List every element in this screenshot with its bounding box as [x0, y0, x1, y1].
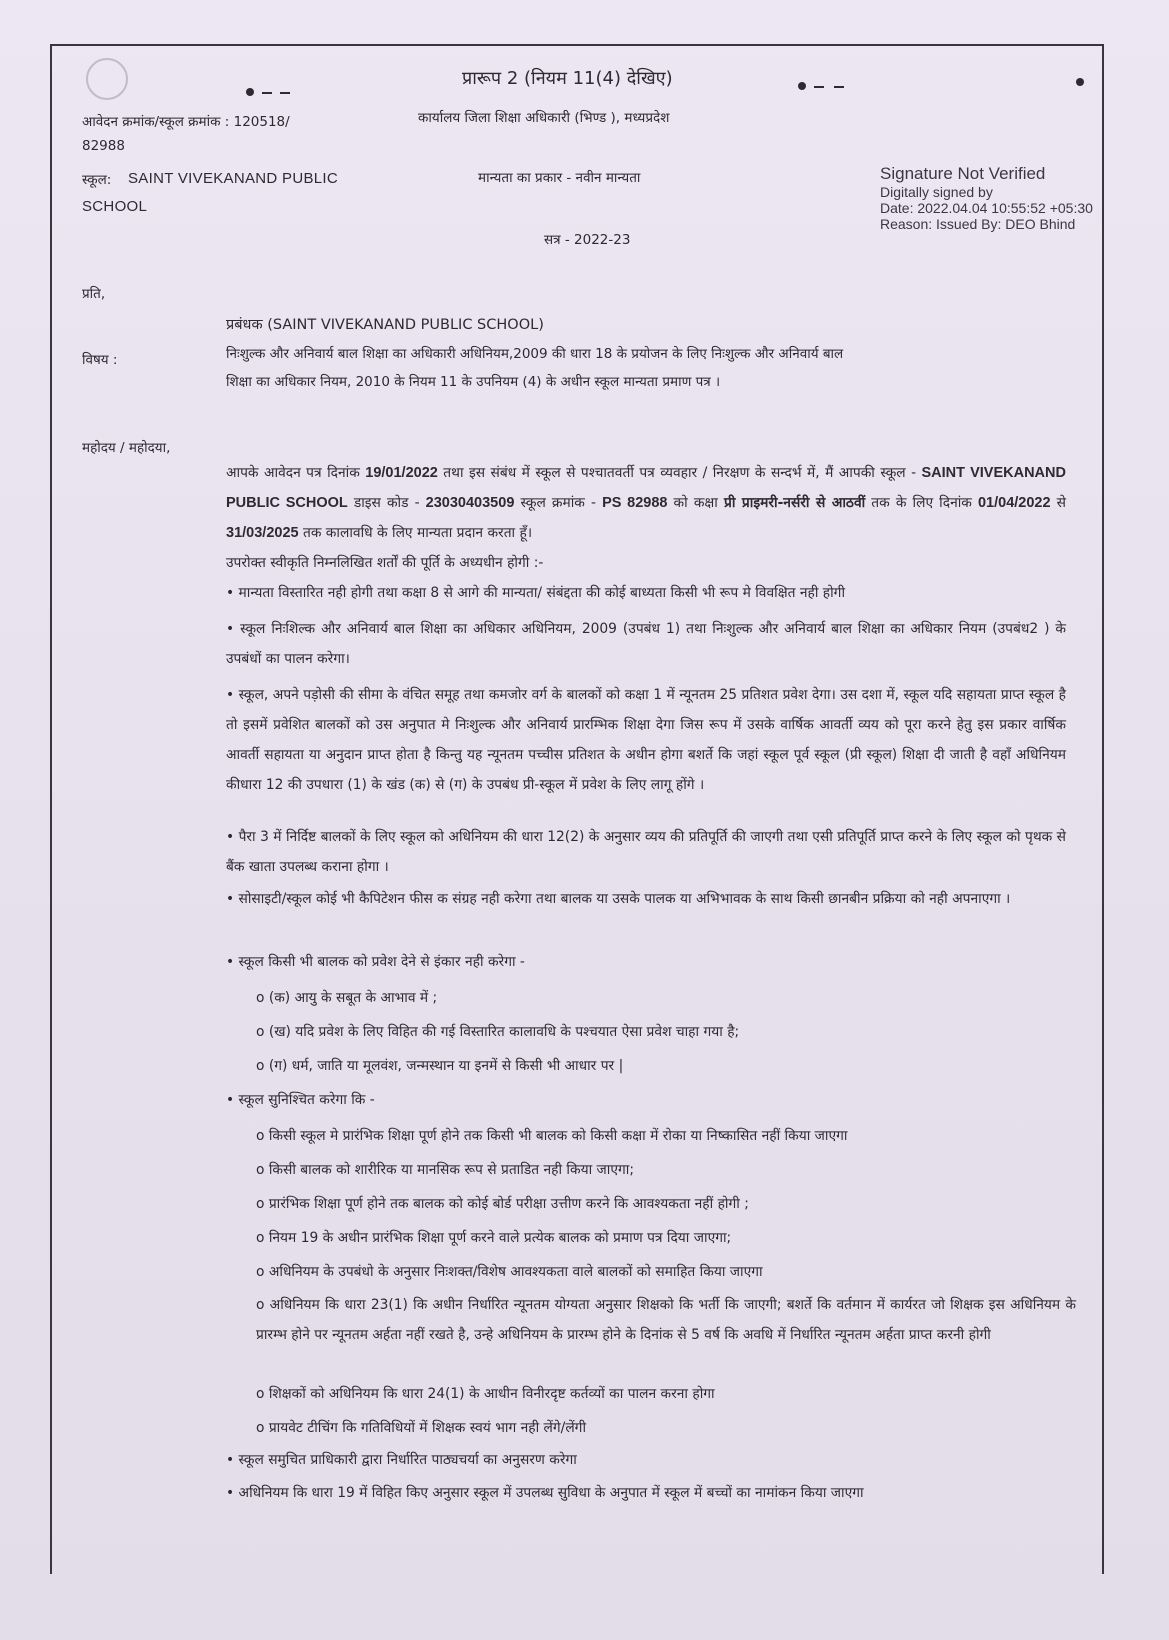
intro-text-h: तक कालावधि के लिए मान्यता प्रदान करता हूँ।: [298, 525, 533, 541]
admission-subitem: o (क) आयु के सबूत के आभाव में ;: [256, 990, 438, 1006]
condition-item: • स्कूल, अपने पड़ोसी की सीमा के वंचित समूह तथा कमजोर वर्ग के बालकों को कक्षा 1 में न्यूनतम 25 प्रतिशत प्रवेश देगा। उस दशा में, स्कूल यदि सहायता प्राप्त स्कूल है तो इसमें प्रवेशित बालकों को उस अनुपात मे निःशुल्क और अनिवार्य प्रारम्भिक शिक्षा देगा जिस रूप में उसके वार्षिक आवर्ती व्यय को पूरा करने हेतु इस प्रकार वार्षिक आवर्ती सहायता या अनुदान प्राप्त होता है किन्तु यह न्यूनतम पच्चीस प्रतिशत के अधीन होगा बशर्ते कि जहां स्कूल पूर्व स्कूल (प्री स्कूल) शिक्षा दी जाती है वहाँ अधिनियम कीधारा 12 की उपधारा (1) के खंड (क) से (ग) के उपबंध प्री-स्कूल में प्रवेश के लिए लागू होंगे ।: [226, 687, 1066, 793]
scan-mark-icon: [280, 92, 290, 94]
admission-subitem: o (ख) यदि प्रवेश के लिए विहित की गई विस्तारित कालावधि के पश्चयात ऐसा प्रवेश चाहा गया है;: [256, 1024, 740, 1040]
ensure-subitem: o अधिनियम कि धारा 23(1) कि अधीन निर्धारित न्यूनतम योग्यता अनुसार शिक्षको कि भर्ती कि जाएगी; बशर्ते कि वर्तमान में कार्यरत जो शिक्षक इस अधिनियम के प्रारम्भ होने पर न्यूनतम अर्हता नहीं रखते है, उन्हे अधिनियम के प्रारम्भ होने के दिनांक से 5 वर्ष कि अवधि में निर्धारित न्यूनतम अर्हता प्राप्त करनी होगी: [256, 1297, 1076, 1343]
condition-item: • स्कूल किसी भी बालक को प्रवेश देने से इंकार नही करेगा -: [226, 954, 525, 970]
office-name: कार्यालय जिला शिक्षा अधिकारी (भिण्ड ), मध्यप्रदेश: [418, 110, 670, 126]
scan-mark-icon: [262, 92, 272, 94]
addressee-manager: प्रबंधक (SAINT VIVEKANAND PUBLIC SCHOOL): [226, 317, 544, 333]
salutation: महोदय / महोदया,: [82, 440, 171, 456]
signature-reason: Reason: Issued By: DEO Bhind: [880, 216, 1076, 232]
dise-code: 23030403509: [425, 495, 515, 511]
intro-paragraph: [226, 458, 1066, 578]
conditions-intro: उपरोक्त स्वीकृति निम्नलिखित शर्तों की पूर्ति के अध्यधीन होगी :-: [226, 555, 544, 571]
ensure-subitem: o शिक्षकों को अधिनियम कि धारा 24(1) के आधीन विनीरदृष्ट कर्तव्यों का पालन करना होगा: [256, 1386, 715, 1402]
scan-mark-icon: [798, 82, 806, 90]
condition-item: • पैरा 3 में निर्दिष्ट बालकों के लिए स्कूल को अधिनियम की धारा 12(2) के अनुसार व्यय की प्रतिपूर्ति की जाएगी तथा एसी प्रतिपूर्ति प्राप्त करने के लिए स्कूल को पृथक से बैंक खाता उपलब्ध कराना होगा ।: [226, 829, 1066, 875]
application-number-cont: 82988: [82, 138, 125, 154]
ensure-subitem: o प्रारंभिक शिक्षा पूर्ण होने तक बालक को कोई बोर्ड परीक्षा उत्तीण करने कि आवश्यकता नहीं होगी ;: [256, 1196, 749, 1212]
ensure-subitem: o प्रायवेट टीचिंग कि गतिविधियों में शिक्षक स्वयं भाग नही लेंगे/लेंगी: [256, 1420, 587, 1436]
intro-text-c: डाइस कोड -: [347, 495, 426, 511]
school-name-bold: SAINT VIVEKANAND PUBLIC SCHOOL: [226, 465, 1066, 511]
intro-text-f: तक के लिए दिनांक: [865, 495, 978, 511]
ensure-intro: • स्कूल सुनिश्चित करेगा कि -: [226, 1092, 375, 1108]
final-item: • स्कूल समुचित प्राधिकारी द्वारा निर्धारित पाठ्यचर्या का अनुसरण करेगा: [226, 1452, 577, 1468]
admission-subitem: o (ग) धर्म, जाति या मूलवंश, जन्मस्थान या इनमें से किसी भी आधार पर |: [256, 1058, 624, 1074]
application-date: 19/01/2022: [365, 465, 438, 481]
intro-text-e: को कक्षा: [667, 495, 724, 511]
class-range: प्री प्राइमरी-नर्सरी से आठवीं: [723, 495, 866, 511]
intro-text-b: तथा इस संबंध में स्कूल से पश्चातवर्ती पत्र व्यवहार / निरक्षण के सन्दर्भ में, मैं आपकी स्कूल -: [437, 465, 922, 481]
ensure-subitem: o नियम 19 के अधीन प्रारंभिक शिक्षा पूर्ण करने वाले प्रत्येक बालक को प्रमाण पत्र दिया जाएगा;: [256, 1230, 732, 1246]
ensure-subitem: o अधिनियम के उपबंधो के अनुसार निःशक्त/विशेष आवश्यकता वाले बालकों को समाहित किया जाएगा: [256, 1264, 763, 1280]
ensure-subitem: o किसी बालक को शारीरिक या मानसिक रूप से प्रताडित नही किया जाएगा;: [256, 1162, 634, 1178]
signature-status: Signature Not Verified: [880, 164, 1046, 183]
digital-signature-block: [880, 164, 1093, 232]
session: सत्र - 2022-23: [544, 232, 631, 248]
signature-signed-by: Digitally signed by: [880, 184, 993, 200]
condition-item: • स्कूल निःशिल्क और अनिवार्य बाल शिक्षा का अधिकार अधिनियम, 2009 (उपबंध 1) तथा निःशुल्क और अनिवार्य बाल शिक्षा का अधिकार नियम (उपबंध2 ) के उपबंधों का पालन करेगा।: [226, 621, 1066, 667]
page-border-top: [50, 44, 1102, 46]
signature-date: Date: 2022.04.04 10:55:52 +05:30: [880, 200, 1093, 216]
intro-text-d: स्कूल क्रमांक -: [514, 495, 603, 511]
school-name-line2: SCHOOL: [82, 198, 148, 215]
form-title: प्रारूप 2 (नियम 11(4) देखिए): [462, 68, 673, 89]
intro-text-a: आपके आवेदन पत्र दिनांक: [226, 465, 366, 481]
subject-line-2: शिक्षा का अधिकार नियम, 2010 के नियम 11 के उपनियम (4) के अधीन स्कूल मान्यता प्रमाण पत्र ।: [226, 374, 721, 390]
valid-to-date: 31/03/2025: [226, 525, 299, 541]
application-number-label: आवेदन क्रमांक/स्कूल क्रमांक : 120518/: [82, 114, 290, 130]
scan-mark-icon: [814, 86, 824, 88]
page-border-left: [50, 44, 52, 1574]
recognition-type: मान्यता का प्रकार - नवीन मान्यता: [478, 170, 641, 186]
scan-mark-icon: [1076, 78, 1084, 86]
school-label: स्कूल:: [82, 172, 112, 188]
page-border-right: [1102, 44, 1104, 1574]
scan-mark-icon: [834, 86, 844, 88]
seal-icon: [86, 58, 128, 100]
subject-label: विषय :: [82, 352, 118, 368]
scan-mark-icon: [246, 88, 254, 96]
intro-text-g: से: [1050, 495, 1066, 511]
school-ps-number: PS 82988: [602, 495, 668, 511]
to-label: प्रति,: [82, 286, 106, 302]
final-item: • अधिनियम कि धारा 19 में विहित किए अनुसार स्कूल में उपलब्ध सुविधा के अनुपात में स्कूल में बच्चों का नामांकन किया जाएगा: [226, 1485, 864, 1501]
condition-item: • सोसाइटी/स्कूल कोई भी कैपिटेशन फीस क संग्रह नही करेगा तथा बालक या उसके पालक या अभिभावक के साथ किसी छानबीन प्रक्रिया को नही अपनाएगा ।: [226, 891, 1011, 907]
subject-line-1: निःशुल्क और अनिवार्य बाल शिक्षा का अधिकारी अधिनियम,2009 की धारा 18 के प्रयोजन के लिए निःशुल्क और अनिवार्य बाल: [226, 346, 844, 362]
ensure-subitem: o किसी स्कूल मे प्रारंभिक शिक्षा पूर्ण होने तक किसी भी बालक को किसी कक्षा में रोका या निष्कासित नहीं किया जाएगा: [256, 1128, 848, 1144]
valid-from-date: 01/04/2022: [977, 495, 1051, 511]
school-name-line1: SAINT VIVEKANAND PUBLIC: [128, 170, 339, 187]
condition-item: • मान्यता विस्तारित नही होगी तथा कक्षा 8 से आगे की मान्यता/ संबंद्दता की कोई बाध्यता किसी भी रूप मे विवक्षित नही होगी: [226, 585, 846, 601]
